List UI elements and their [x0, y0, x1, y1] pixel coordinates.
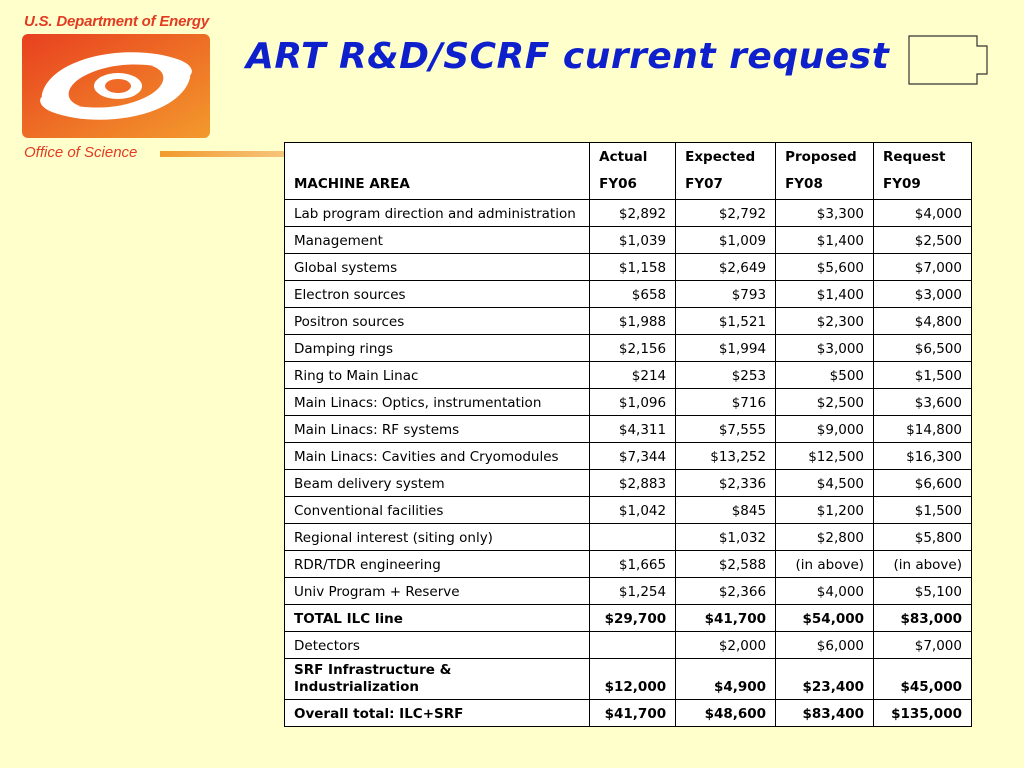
- value-cell: $23,400: [776, 659, 874, 700]
- header-divider: [160, 151, 284, 157]
- row-label: Main Linacs: Cavities and Cryomodules: [285, 443, 590, 470]
- column-header-top: Expected: [685, 149, 756, 165]
- doe-swirl-logo-icon: [22, 34, 210, 138]
- office-name: Office of Science: [24, 144, 138, 161]
- page-title: ART R&D/SCRF current request: [246, 36, 890, 77]
- value-cell: $2,649: [676, 254, 776, 281]
- column-header: [590, 143, 676, 200]
- column-header: [874, 143, 972, 200]
- row-label: Positron sources: [285, 308, 590, 335]
- value-cell: $83,400: [776, 700, 874, 727]
- value-cell: (in above): [874, 551, 972, 578]
- value-cell: $4,900: [676, 659, 776, 700]
- table-row: [285, 524, 972, 551]
- value-cell: $41,700: [676, 605, 776, 632]
- value-cell: $7,000: [874, 254, 972, 281]
- column-header-top: Request: [883, 149, 946, 165]
- row-label: Conventional facilities: [285, 497, 590, 524]
- row-label: Ring to Main Linac: [285, 362, 590, 389]
- column-header-bottom: FY09: [883, 176, 921, 192]
- value-cell: $1,042: [590, 497, 676, 524]
- table-row: [285, 416, 972, 443]
- value-cell: $716: [676, 389, 776, 416]
- value-cell: $1,096: [590, 389, 676, 416]
- table-row: [285, 254, 972, 281]
- value-cell: $1,400: [776, 227, 874, 254]
- value-cell: $48,600: [676, 700, 776, 727]
- value-cell: $1,400: [776, 281, 874, 308]
- value-cell: $16,300: [874, 443, 972, 470]
- row-label: Detectors: [285, 632, 590, 659]
- row-label: SRF Infrastructure & Industrialization: [285, 659, 590, 700]
- table-row: [285, 362, 972, 389]
- value-cell: $5,100: [874, 578, 972, 605]
- value-cell: $2,366: [676, 578, 776, 605]
- column-header-bottom: FY08: [785, 176, 823, 192]
- value-cell: $1,500: [874, 362, 972, 389]
- box-outline-icon: [905, 32, 991, 88]
- table-row: [285, 443, 972, 470]
- value-cell: $2,156: [590, 335, 676, 362]
- value-cell: $4,000: [776, 578, 874, 605]
- row-label: Lab program direction and administration: [285, 200, 590, 227]
- value-cell: $2,500: [776, 389, 874, 416]
- table-row: [285, 227, 972, 254]
- value-cell: $3,000: [874, 281, 972, 308]
- value-cell: $2,336: [676, 470, 776, 497]
- table-row: [285, 551, 972, 578]
- table-row: [285, 335, 972, 362]
- row-label: RDR/TDR engineering: [285, 551, 590, 578]
- value-cell: $7,555: [676, 416, 776, 443]
- column-header-bottom: FY07: [685, 176, 723, 192]
- value-cell: $9,000: [776, 416, 874, 443]
- value-cell: $845: [676, 497, 776, 524]
- value-cell: $1,665: [590, 551, 676, 578]
- value-cell: [590, 524, 676, 551]
- value-cell: $2,792: [676, 200, 776, 227]
- value-cell: $4,800: [874, 308, 972, 335]
- value-cell: $41,700: [590, 700, 676, 727]
- table-row: [285, 308, 972, 335]
- value-cell: $1,521: [676, 308, 776, 335]
- row-label: Univ Program + Reserve: [285, 578, 590, 605]
- table-row: [285, 578, 972, 605]
- value-cell: $12,000: [590, 659, 676, 700]
- table-row: [285, 281, 972, 308]
- value-cell: $1,009: [676, 227, 776, 254]
- value-cell: [590, 632, 676, 659]
- row-label: Electron sources: [285, 281, 590, 308]
- value-cell: $2,892: [590, 200, 676, 227]
- value-cell: $3,300: [776, 200, 874, 227]
- value-cell: $1,039: [590, 227, 676, 254]
- row-label: Main Linacs: RF systems: [285, 416, 590, 443]
- value-cell: $14,800: [874, 416, 972, 443]
- value-cell: $1,500: [874, 497, 972, 524]
- row-label: Regional interest (siting only): [285, 524, 590, 551]
- machine-area-header: MACHINE AREA: [285, 143, 590, 200]
- value-cell: $2,800: [776, 524, 874, 551]
- table-row: [285, 200, 972, 227]
- value-cell: $7,344: [590, 443, 676, 470]
- column-header: [776, 143, 874, 200]
- table-row: [285, 700, 972, 727]
- value-cell: $2,300: [776, 308, 874, 335]
- value-cell: (in above): [776, 551, 874, 578]
- value-cell: $1,988: [590, 308, 676, 335]
- value-cell: $793: [676, 281, 776, 308]
- value-cell: $1,200: [776, 497, 874, 524]
- row-label: TOTAL ILC line: [285, 605, 590, 632]
- value-cell: $4,500: [776, 470, 874, 497]
- value-cell: $658: [590, 281, 676, 308]
- value-cell: $5,600: [776, 254, 874, 281]
- value-cell: $2,883: [590, 470, 676, 497]
- budget-table: [284, 142, 972, 727]
- table-row: [285, 470, 972, 497]
- value-cell: $500: [776, 362, 874, 389]
- value-cell: $13,252: [676, 443, 776, 470]
- value-cell: $3,600: [874, 389, 972, 416]
- column-header: [676, 143, 776, 200]
- value-cell: $2,000: [676, 632, 776, 659]
- value-cell: $1,254: [590, 578, 676, 605]
- value-cell: $4,311: [590, 416, 676, 443]
- row-label: Beam delivery system: [285, 470, 590, 497]
- value-cell: $1,032: [676, 524, 776, 551]
- table-row: [285, 497, 972, 524]
- value-cell: $6,500: [874, 335, 972, 362]
- value-cell: $6,600: [874, 470, 972, 497]
- value-cell: $54,000: [776, 605, 874, 632]
- column-header-top: Proposed: [785, 149, 857, 165]
- value-cell: $253: [676, 362, 776, 389]
- row-label: Overall total: ILC+SRF: [285, 700, 590, 727]
- value-cell: $29,700: [590, 605, 676, 632]
- value-cell: $2,588: [676, 551, 776, 578]
- row-label: Main Linacs: Optics, instrumentation: [285, 389, 590, 416]
- value-cell: $83,000: [874, 605, 972, 632]
- table-row: [285, 632, 972, 659]
- value-cell: $6,000: [776, 632, 874, 659]
- table-row: [285, 659, 972, 700]
- value-cell: $1,994: [676, 335, 776, 362]
- column-header-bottom: FY06: [599, 176, 637, 192]
- table-row: [285, 389, 972, 416]
- table-row: [285, 605, 972, 632]
- row-label: Management: [285, 227, 590, 254]
- value-cell: $4,000: [874, 200, 972, 227]
- table-header-row: [285, 143, 972, 200]
- value-cell: $45,000: [874, 659, 972, 700]
- org-name: U.S. Department of Energy: [24, 13, 210, 30]
- value-cell: $1,158: [590, 254, 676, 281]
- row-label: Global systems: [285, 254, 590, 281]
- value-cell: $7,000: [874, 632, 972, 659]
- value-cell: $5,800: [874, 524, 972, 551]
- value-cell: $2,500: [874, 227, 972, 254]
- column-header-top: Actual: [599, 149, 648, 165]
- row-label: Damping rings: [285, 335, 590, 362]
- value-cell: $12,500: [776, 443, 874, 470]
- value-cell: $135,000: [874, 700, 972, 727]
- value-cell: $3,000: [776, 335, 874, 362]
- value-cell: $214: [590, 362, 676, 389]
